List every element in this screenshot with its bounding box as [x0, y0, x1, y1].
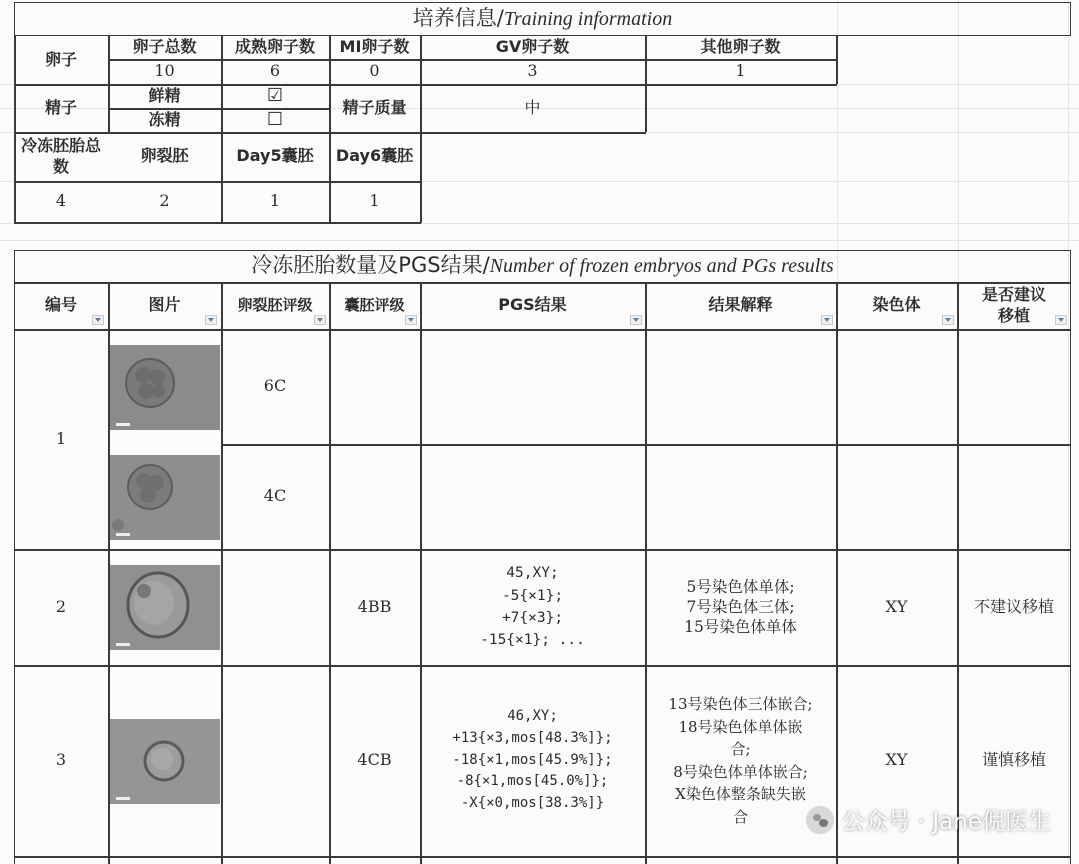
egg-other-header: 其他卵子数 [700, 37, 781, 57]
egg-other-value: 1 [735, 61, 746, 81]
embryo-image [110, 565, 220, 650]
filter-dropdown-icon[interactable] [314, 315, 326, 325]
frozen-cleavage-value: 2 [159, 191, 170, 211]
filter-dropdown-icon[interactable] [942, 315, 954, 325]
egg-gv-value: 3 [527, 61, 538, 81]
scale-bar [116, 643, 130, 646]
watermark [807, 803, 1051, 836]
col-header-cleavage: 卵裂胚评级 [237, 295, 313, 314]
pgs-line: -8{×1,mos[45.0%]}; [456, 773, 609, 790]
results-title-en: Number of frozen embryos and PGs results [489, 255, 834, 277]
egg-mature-header: 成熟卵子数 [234, 37, 315, 57]
embryo-image [110, 455, 220, 540]
frozen-sperm-checkbox[interactable]: ☐ [266, 109, 284, 131]
training-title [14, 2, 1071, 36]
row2-chromosome: XY [885, 596, 908, 616]
interpretation-line: 8号染色体单体嵌合; [673, 762, 808, 781]
sperm-quality-label: 精子质量 [342, 97, 407, 117]
frozen-day5-header: Day5囊胚 [236, 146, 314, 166]
filter-dropdown-icon[interactable] [1055, 315, 1067, 325]
training-title-en: Training information [503, 8, 673, 30]
row3-blastocyst: 4CB [357, 750, 392, 770]
pgs-line: 45,XY; [506, 565, 559, 582]
filter-dropdown-icon[interactable] [92, 315, 104, 325]
row2-recommend: 不建议移植 [973, 596, 1054, 616]
scale-bar [116, 423, 130, 426]
pgs-line: -5{×1}; [501, 587, 564, 604]
sperm-quality-value: 中 [524, 98, 541, 117]
row3-chromosome: XY [885, 750, 908, 770]
col-header-chromosome: 染色体 [872, 295, 921, 315]
border [14, 856, 1071, 858]
filter-dropdown-icon[interactable] [630, 315, 642, 325]
embryo-blastocyst-icon [110, 565, 220, 650]
col-header-blastocyst: 囊胚评级 [344, 295, 405, 314]
scale-bar [116, 533, 130, 536]
filter-dropdown-icon[interactable] [405, 315, 417, 325]
row3-recommend: 谨慎移植 [981, 750, 1046, 770]
interpretation-line: 合; [730, 740, 751, 758]
interpretation-line: 15号染色体单体 [684, 618, 797, 637]
training-title-cn: 培养信息/ [412, 6, 504, 31]
row2-interpretation [645, 549, 836, 665]
interpretation-line: 合 [732, 807, 748, 826]
frozen-cleavage-header: 卵裂胚 [140, 146, 189, 166]
fresh-sperm-checkbox[interactable]: ☑ [266, 85, 284, 107]
sperm-label: 精子 [44, 97, 77, 117]
border [14, 222, 421, 224]
egg-mi-value: 0 [369, 61, 380, 81]
embryo-image [110, 345, 220, 430]
frozen-day6-value: 1 [369, 191, 380, 211]
egg-mi-header: MI卵子数 [339, 37, 410, 57]
results-title [14, 250, 1071, 282]
interpretation-line: 7号染色体三体; [686, 597, 795, 616]
embryo-cleavage-icon [110, 455, 220, 540]
pgs-line: +13{×3,mos[48.3%]}; [452, 729, 613, 746]
pgs-line: +7{×3}; [501, 610, 564, 626]
egg-total-header: 卵子总数 [132, 37, 197, 57]
interpretation-line: 13号染色体三体嵌合; [668, 695, 813, 713]
egg-label: 卵子 [44, 49, 77, 69]
watermark-text: 公众号 · Jane倪医生 [841, 809, 1051, 835]
egg-total-value: 10 [154, 61, 175, 81]
pgs-line: -15{×1}; ... [480, 632, 585, 649]
egg-mature-value: 6 [269, 61, 281, 81]
frozen-total-label: 冷冻胚胎总数 [20, 135, 101, 176]
interpretation-line: 18号染色体单体嵌 [678, 717, 803, 736]
col-header-pgs: PGS结果 [498, 295, 567, 315]
embryo-blastocyst-icon [110, 719, 220, 804]
wechat-logo-icon [807, 807, 833, 833]
embryo-cleavage-icon [110, 345, 220, 430]
col-header-interpretation: 结果解释 [708, 295, 773, 315]
embryo-image [110, 719, 220, 804]
border [14, 329, 1071, 331]
pgs-line: 46,XY; [507, 708, 558, 725]
row3-id: 3 [55, 750, 67, 770]
fresh-sperm-label: 鲜精 [148, 85, 181, 105]
col-header-image: 图片 [148, 295, 181, 315]
row2-blastocyst: 4BB [357, 596, 392, 616]
interpretation-line: 5号染色体单体; [686, 577, 795, 596]
results-title-cn: 冷冻胚胎数量及PGS结果/ [251, 253, 490, 278]
row1-id: 1 [55, 428, 67, 448]
row1-cleavage-a: 6C [263, 376, 287, 396]
pgs-line: -X{×0,mos[38.3%]} [460, 795, 605, 812]
frozen-day5-value: 1 [269, 191, 281, 211]
frozen-total-value: 4 [55, 191, 67, 211]
filter-dropdown-icon[interactable] [205, 315, 217, 325]
scale-bar [116, 797, 130, 800]
row2-id: 2 [55, 596, 67, 616]
gridline [0, 240, 1079, 241]
pgs-line: -18{×1,mos[45.9%]}; [452, 751, 613, 768]
frozen-day6-header: Day6囊胚 [335, 146, 414, 166]
interpretation-line: X染色体整条缺失嵌 [675, 785, 806, 803]
row3-pgs-result [420, 665, 645, 856]
row2-pgs-result [420, 549, 645, 665]
filter-dropdown-icon[interactable] [821, 315, 833, 325]
frozen-sperm-label: 冻精 [148, 109, 181, 129]
egg-gv-header: GV卵子数 [495, 37, 570, 57]
col-header-recommend: 是否建议移植 [981, 284, 1046, 325]
col-header-id: 编号 [44, 295, 77, 315]
row1-cleavage-b: 4C [263, 486, 287, 506]
